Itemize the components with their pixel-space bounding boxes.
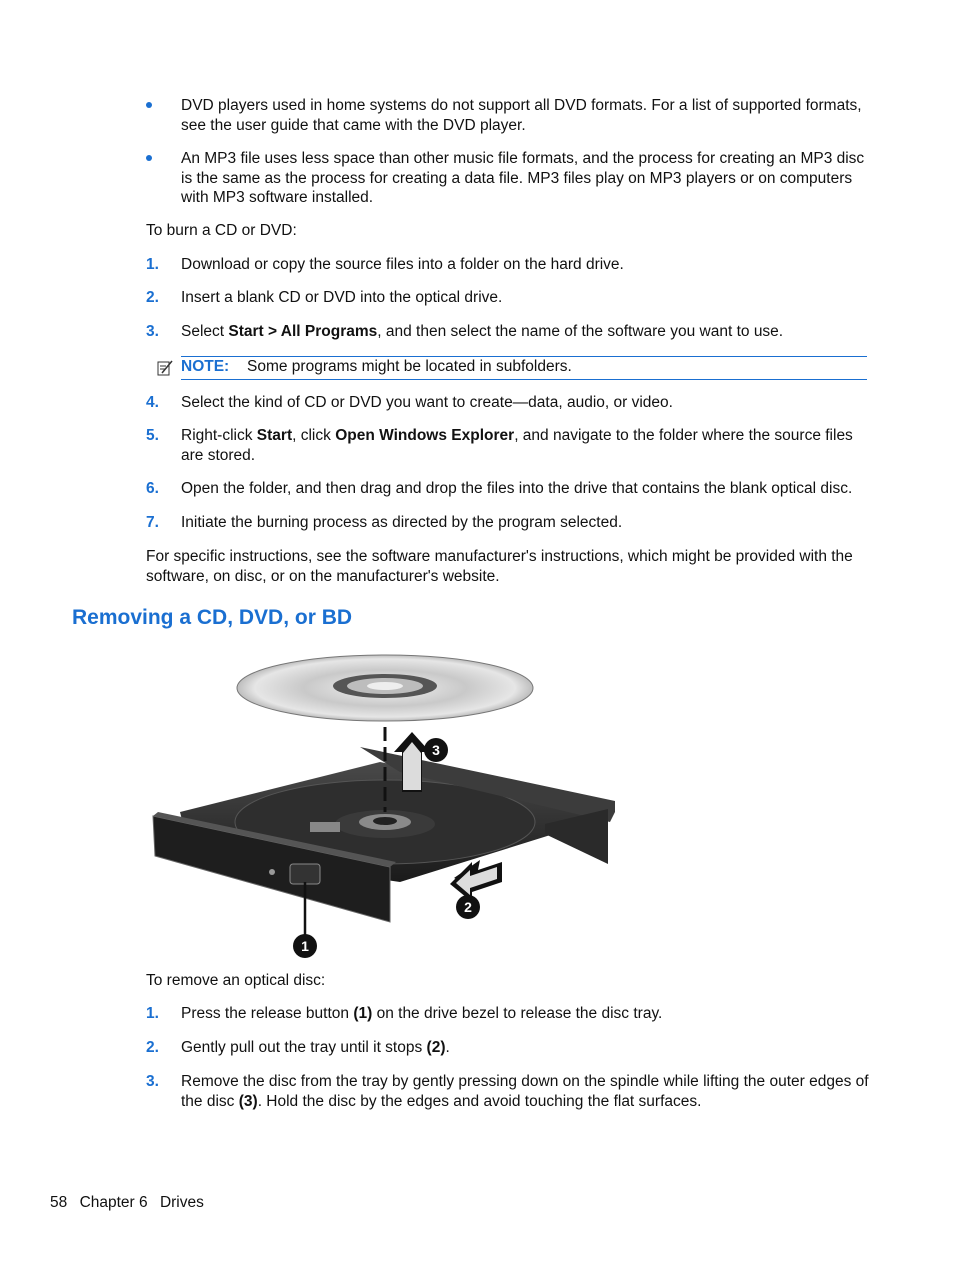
section-heading: Removing a CD, DVD, or BD bbox=[72, 606, 353, 629]
footer-chapter: Chapter 6 bbox=[79, 1194, 148, 1211]
step-number: 1. bbox=[146, 256, 159, 273]
step-number: 3. bbox=[146, 1073, 159, 1090]
step-number: 4. bbox=[146, 394, 159, 411]
burn-step-2: Insert a blank CD or DVD into the optical drive. bbox=[181, 289, 503, 306]
callout-ref: (3) bbox=[238, 1092, 258, 1110]
step-text: , and navigate to the folder where the source files are stored. bbox=[181, 427, 853, 464]
step-text: Select bbox=[181, 323, 229, 340]
remove-step-3 bbox=[181, 1072, 871, 1111]
ui-term: Open Windows Explorer bbox=[335, 427, 515, 444]
callout-1-icon bbox=[293, 934, 317, 958]
step-text: Remove the disc from the tray by gently pressing down on the spindle while lifting the outer edges of the disc bbox=[181, 1073, 869, 1110]
burn-step-1: Download or copy the source files into a folder on the hard drive. bbox=[181, 256, 624, 273]
step-number: 3. bbox=[146, 323, 159, 340]
step-text: . bbox=[445, 1039, 450, 1056]
callout-ref: (2) bbox=[426, 1039, 446, 1056]
step-number: 5. bbox=[146, 427, 159, 444]
svg-text:3: 3 bbox=[432, 742, 440, 758]
burn-intro: To burn a CD or DVD: bbox=[146, 222, 297, 239]
step-number: 2. bbox=[146, 1039, 159, 1056]
arrow-left-icon bbox=[450, 860, 502, 902]
step-number: 1. bbox=[146, 1005, 159, 1022]
step-text: Press the release button bbox=[181, 1005, 354, 1022]
page-number: 58 bbox=[50, 1194, 68, 1211]
note-box bbox=[181, 356, 867, 380]
bullet-dot bbox=[146, 155, 152, 161]
callout-ref: (1) bbox=[353, 1005, 373, 1022]
note-icon bbox=[156, 359, 174, 377]
step-number: 7. bbox=[146, 514, 159, 531]
step-text: Gently pull out the tray until it stops bbox=[181, 1039, 427, 1056]
step-text: on the drive bezel to release the disc tray. bbox=[372, 1005, 663, 1022]
bullet-item: DVD players used in home systems do not support all DVD formats. For a list of supported formats, see the user guide that came with the DVD player. bbox=[181, 97, 862, 134]
optical-drive-illustration bbox=[150, 652, 615, 960]
remove-step-1 bbox=[181, 1004, 871, 1024]
step-text: , and then select the name of the software you want to use. bbox=[377, 323, 784, 340]
step-text: Right-click bbox=[181, 427, 257, 444]
page-footer bbox=[50, 1193, 212, 1213]
burn-step-4: Select the kind of CD or DVD you want to create—data, audio, or video. bbox=[181, 394, 673, 411]
remove-intro: To remove an optical disc: bbox=[146, 972, 326, 989]
footer-section: Drives bbox=[159, 1194, 204, 1211]
bullet-dot bbox=[146, 102, 152, 108]
callout-3-icon bbox=[424, 738, 448, 762]
note-text: Some programs might be located in subfolders. bbox=[247, 358, 572, 375]
step-number: 6. bbox=[146, 480, 159, 497]
specific-instructions: For specific instructions, see the software manufacturer's instructions, which might be provided with the software, on disc, or on the manufacturer's website. bbox=[146, 548, 853, 585]
note-label: NOTE: bbox=[181, 358, 230, 375]
release-button bbox=[290, 864, 320, 884]
callout-2-icon bbox=[456, 895, 480, 919]
step-text: , click bbox=[292, 427, 336, 444]
bullet-item: An MP3 file uses less space than other music file formats, and the process for creating an MP3 disc is the same as the process for creating a data file. MP3 files play on MP3 players or on computers with MP3 software installed. bbox=[181, 150, 865, 206]
ui-path: Start > All Programs bbox=[228, 323, 378, 340]
step-text: . Hold the disc by the edges and avoid touching the flat surfaces. bbox=[257, 1092, 702, 1110]
step-number: 2. bbox=[146, 289, 159, 306]
disc bbox=[237, 655, 533, 721]
burn-step-5 bbox=[181, 426, 871, 465]
ui-term: Start bbox=[256, 427, 293, 444]
remove-step-2 bbox=[181, 1038, 871, 1058]
burn-step-7: Initiate the burning process as directed by the program selected. bbox=[181, 514, 623, 531]
svg-text:1: 1 bbox=[301, 938, 309, 954]
burn-step-3 bbox=[181, 322, 871, 342]
burn-step-6: Open the folder, and then drag and drop the files into the drive that contains the blank optical disc. bbox=[181, 480, 853, 497]
svg-text:2: 2 bbox=[464, 899, 472, 915]
